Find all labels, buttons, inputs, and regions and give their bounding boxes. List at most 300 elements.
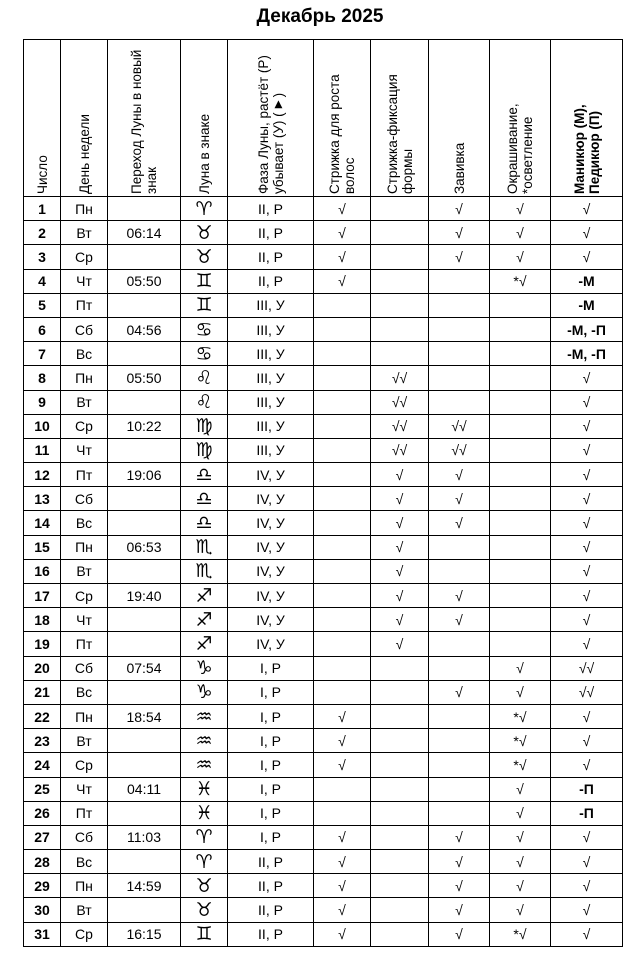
transition-cell (108, 608, 181, 632)
header-cut: Стрижка для роста волос (314, 40, 371, 197)
manicure-cell: -М (551, 269, 623, 293)
moon-sign-icon: ♉ (181, 898, 228, 922)
phase-cell: II, Р (228, 245, 314, 269)
moon-sign-icon: ♌ (181, 366, 228, 390)
curl-cell (429, 535, 490, 559)
transition-cell (108, 487, 181, 511)
fix-cell (371, 221, 429, 245)
day-cell: 29 (24, 874, 61, 898)
phase-cell: III, У (228, 366, 314, 390)
color-cell: √ (490, 221, 551, 245)
phase-cell: III, У (228, 390, 314, 414)
cut-cell: √ (314, 245, 371, 269)
curl-cell (429, 366, 490, 390)
cut-cell: √ (314, 922, 371, 946)
color-cell (490, 366, 551, 390)
moon-sign-icon: ♒ (181, 729, 228, 753)
fix-cell (371, 245, 429, 269)
transition-cell: 14:59 (108, 874, 181, 898)
weekday-cell: Вс (61, 342, 108, 366)
manicure-cell: √ (551, 753, 623, 777)
day-cell: 3 (24, 245, 61, 269)
phase-cell: II, Р (228, 898, 314, 922)
phase-cell: I, Р (228, 825, 314, 849)
day-cell: 25 (24, 777, 61, 801)
transition-cell (108, 390, 181, 414)
table-row (24, 197, 623, 221)
weekday-cell: Пн (61, 704, 108, 728)
cut-cell (314, 487, 371, 511)
header-fix: Стрижка-фиксация формы (371, 40, 429, 197)
table-row (24, 245, 623, 269)
phase-cell: III, У (228, 438, 314, 462)
cut-cell (314, 608, 371, 632)
day-cell: 2 (24, 221, 61, 245)
weekday-cell: Чт (61, 438, 108, 462)
fix-cell: √√ (371, 366, 429, 390)
cut-cell (314, 342, 371, 366)
weekday-cell: Вт (61, 390, 108, 414)
phase-cell: II, Р (228, 197, 314, 221)
color-cell: √ (490, 850, 551, 874)
cut-cell: √ (314, 221, 371, 245)
cut-cell: √ (314, 753, 371, 777)
weekday-cell: Ср (61, 414, 108, 438)
table-row (24, 487, 623, 511)
transition-cell: 07:54 (108, 656, 181, 680)
color-cell: *√ (490, 704, 551, 728)
fix-cell (371, 850, 429, 874)
table-row (24, 366, 623, 390)
moon-sign-icon: ♊ (181, 293, 228, 317)
curl-cell: √ (429, 584, 490, 608)
day-cell: 1 (24, 197, 61, 221)
cut-cell: √ (314, 874, 371, 898)
table-row (24, 559, 623, 583)
table-row (24, 584, 623, 608)
curl-cell (429, 293, 490, 317)
moon-sign-icon: ♋ (181, 342, 228, 366)
weekday-cell: Пн (61, 874, 108, 898)
transition-cell: 18:54 (108, 704, 181, 728)
manicure-cell: √ (551, 366, 623, 390)
day-cell: 10 (24, 414, 61, 438)
cut-cell (314, 680, 371, 704)
fix-cell (371, 801, 429, 825)
manicure-cell: -М (551, 293, 623, 317)
phase-cell: III, У (228, 293, 314, 317)
manicure-cell: √ (551, 704, 623, 728)
moon-sign-icon: ♑ (181, 656, 228, 680)
phase-cell: III, У (228, 342, 314, 366)
color-cell: √ (490, 245, 551, 269)
fix-cell (371, 753, 429, 777)
moon-sign-icon: ♐ (181, 584, 228, 608)
cut-cell (314, 317, 371, 341)
phase-cell: I, Р (228, 753, 314, 777)
day-cell: 19 (24, 632, 61, 656)
phase-cell: II, Р (228, 874, 314, 898)
transition-cell: 16:15 (108, 922, 181, 946)
phase-cell: IV, У (228, 463, 314, 487)
fix-cell (371, 777, 429, 801)
color-cell (490, 487, 551, 511)
table-row (24, 753, 623, 777)
moon-sign-icon: ♐ (181, 608, 228, 632)
day-cell: 4 (24, 269, 61, 293)
fix-cell (371, 704, 429, 728)
weekday-cell: Вс (61, 511, 108, 535)
day-cell: 8 (24, 366, 61, 390)
weekday-cell: Сб (61, 825, 108, 849)
cut-cell (314, 559, 371, 583)
cut-cell (314, 535, 371, 559)
transition-cell (108, 850, 181, 874)
phase-cell: IV, У (228, 487, 314, 511)
weekday-cell: Вт (61, 729, 108, 753)
table-row (24, 825, 623, 849)
phase-cell: I, Р (228, 704, 314, 728)
weekday-cell: Пн (61, 197, 108, 221)
transition-cell (108, 632, 181, 656)
phase-cell: II, Р (228, 269, 314, 293)
moon-sign-icon: ♈ (181, 197, 228, 221)
fix-cell (371, 317, 429, 341)
day-cell: 18 (24, 608, 61, 632)
cut-cell (314, 390, 371, 414)
manicure-cell: √ (551, 850, 623, 874)
manicure-cell: √ (551, 245, 623, 269)
fix-cell: √√ (371, 438, 429, 462)
table-row (24, 801, 623, 825)
day-cell: 22 (24, 704, 61, 728)
weekday-cell: Чт (61, 269, 108, 293)
manicure-cell: √√ (551, 656, 623, 680)
header-color: Окрашивание, *осветление (490, 40, 551, 197)
moon-sign-icon: ♐ (181, 632, 228, 656)
cut-cell (314, 414, 371, 438)
cut-cell (314, 777, 371, 801)
header-phase: Фаза Луны, растёт (Р) убывает (У) (▼) (228, 40, 314, 197)
fix-cell: √ (371, 632, 429, 656)
curl-cell (429, 317, 490, 341)
phase-cell: II, Р (228, 922, 314, 946)
color-cell: *√ (490, 922, 551, 946)
fix-cell: √ (371, 535, 429, 559)
weekday-cell: Пт (61, 632, 108, 656)
color-cell: √ (490, 801, 551, 825)
curl-cell: √ (429, 898, 490, 922)
day-cell: 14 (24, 511, 61, 535)
transition-cell (108, 293, 181, 317)
curl-cell (429, 753, 490, 777)
weekday-cell: Ср (61, 922, 108, 946)
day-cell: 16 (24, 559, 61, 583)
color-cell: √ (490, 825, 551, 849)
curl-cell: √ (429, 608, 490, 632)
manicure-cell: √ (551, 898, 623, 922)
manicure-cell: √ (551, 487, 623, 511)
cut-cell (314, 366, 371, 390)
weekday-cell: Пн (61, 535, 108, 559)
transition-cell (108, 511, 181, 535)
transition-cell: 05:50 (108, 269, 181, 293)
moon-sign-icon: ♈ (181, 850, 228, 874)
moon-sign-icon: ♓ (181, 801, 228, 825)
moon-sign-icon: ♋ (181, 317, 228, 341)
manicure-cell: √√ (551, 680, 623, 704)
weekday-cell: Пт (61, 463, 108, 487)
day-cell: 12 (24, 463, 61, 487)
curl-cell: √ (429, 197, 490, 221)
day-cell: 30 (24, 898, 61, 922)
moon-sign-icon: ♎ (181, 487, 228, 511)
day-cell: 15 (24, 535, 61, 559)
phase-cell: IV, У (228, 632, 314, 656)
header-manicure: Маникюр (М), Педикюр (П) (551, 40, 623, 197)
fix-cell (371, 197, 429, 221)
color-cell (490, 293, 551, 317)
day-cell: 21 (24, 680, 61, 704)
manicure-cell: √ (551, 221, 623, 245)
weekday-cell: Чт (61, 777, 108, 801)
color-cell (490, 342, 551, 366)
cut-cell (314, 511, 371, 535)
manicure-cell: √ (551, 874, 623, 898)
fix-cell (371, 269, 429, 293)
curl-cell: √ (429, 680, 490, 704)
curl-cell (429, 632, 490, 656)
moon-sign-icon: ♒ (181, 753, 228, 777)
cut-cell: √ (314, 825, 371, 849)
cut-cell (314, 584, 371, 608)
curl-cell: √ (429, 487, 490, 511)
lunar-calendar-table (23, 39, 623, 947)
phase-cell: IV, У (228, 559, 314, 583)
table-row (24, 850, 623, 874)
cut-cell (314, 632, 371, 656)
cut-cell: √ (314, 729, 371, 753)
day-cell: 23 (24, 729, 61, 753)
table-row (24, 608, 623, 632)
moon-sign-icon: ♑ (181, 680, 228, 704)
cut-cell (314, 656, 371, 680)
weekday-cell: Вс (61, 680, 108, 704)
day-cell: 11 (24, 438, 61, 462)
weekday-cell: Сб (61, 317, 108, 341)
color-cell (490, 390, 551, 414)
color-cell: √ (490, 197, 551, 221)
phase-cell: III, У (228, 414, 314, 438)
curl-cell: √ (429, 922, 490, 946)
weekday-cell: Вт (61, 559, 108, 583)
day-cell: 24 (24, 753, 61, 777)
transition-cell (108, 559, 181, 583)
moon-sign-icon: ♎ (181, 463, 228, 487)
phase-cell: I, Р (228, 680, 314, 704)
table-row (24, 269, 623, 293)
manicure-cell: √ (551, 535, 623, 559)
manicure-cell: √ (551, 559, 623, 583)
transition-cell: 10:22 (108, 414, 181, 438)
moon-sign-icon: ♉ (181, 245, 228, 269)
header-weekday: День недели (61, 40, 108, 197)
color-cell (490, 559, 551, 583)
phase-cell: I, Р (228, 729, 314, 753)
transition-cell: 06:14 (108, 221, 181, 245)
table-row (24, 535, 623, 559)
weekday-cell: Ср (61, 753, 108, 777)
color-cell: √ (490, 874, 551, 898)
weekday-cell: Сб (61, 656, 108, 680)
header-sign: Луна в знаке (181, 40, 228, 197)
curl-cell (429, 390, 490, 414)
manicure-cell: √ (551, 197, 623, 221)
fix-cell (371, 729, 429, 753)
manicure-cell: -М, -П (551, 317, 623, 341)
transition-cell (108, 729, 181, 753)
manicure-cell: √ (551, 414, 623, 438)
table-row (24, 293, 623, 317)
color-cell: √ (490, 680, 551, 704)
color-cell: √ (490, 898, 551, 922)
fix-cell: √ (371, 511, 429, 535)
curl-cell: √ (429, 221, 490, 245)
table-row (24, 221, 623, 245)
day-cell: 5 (24, 293, 61, 317)
transition-cell (108, 898, 181, 922)
color-cell (490, 414, 551, 438)
weekday-cell: Вт (61, 221, 108, 245)
curl-cell: √ (429, 825, 490, 849)
weekday-cell: Чт (61, 608, 108, 632)
color-cell (490, 632, 551, 656)
curl-cell (429, 656, 490, 680)
color-cell: √ (490, 777, 551, 801)
color-cell (490, 317, 551, 341)
moon-sign-icon: ♏ (181, 559, 228, 583)
table-row (24, 704, 623, 728)
weekday-cell: Ср (61, 245, 108, 269)
moon-sign-icon: ♏ (181, 535, 228, 559)
manicure-cell: √ (551, 511, 623, 535)
phase-cell: III, У (228, 317, 314, 341)
header-row (24, 40, 623, 197)
day-cell: 13 (24, 487, 61, 511)
manicure-cell: -П (551, 801, 623, 825)
table-row (24, 898, 623, 922)
curl-cell (429, 704, 490, 728)
table-row (24, 729, 623, 753)
manicure-cell: √ (551, 608, 623, 632)
curl-cell: √ (429, 245, 490, 269)
cut-cell: √ (314, 269, 371, 293)
transition-cell: 19:40 (108, 584, 181, 608)
manicure-cell: √ (551, 632, 623, 656)
manicure-cell: √ (551, 729, 623, 753)
curl-cell: √ (429, 511, 490, 535)
weekday-cell: Пт (61, 293, 108, 317)
table-row (24, 390, 623, 414)
transition-cell (108, 342, 181, 366)
color-cell (490, 584, 551, 608)
moon-sign-icon: ♓ (181, 777, 228, 801)
fix-cell: √ (371, 584, 429, 608)
phase-cell: I, Р (228, 777, 314, 801)
cut-cell (314, 801, 371, 825)
fix-cell (371, 922, 429, 946)
fix-cell: √ (371, 608, 429, 632)
moon-sign-icon: ♌ (181, 390, 228, 414)
table-row (24, 463, 623, 487)
color-cell: √ (490, 656, 551, 680)
moon-sign-icon: ♍ (181, 438, 228, 462)
table-row (24, 922, 623, 946)
transition-cell (108, 680, 181, 704)
day-cell: 26 (24, 801, 61, 825)
day-cell: 7 (24, 342, 61, 366)
color-cell: *√ (490, 729, 551, 753)
manicure-cell: -П (551, 777, 623, 801)
table-row (24, 656, 623, 680)
fix-cell: √ (371, 487, 429, 511)
day-cell: 17 (24, 584, 61, 608)
moon-sign-icon: ♒ (181, 704, 228, 728)
header-transition: Переход Луны в новый знак (108, 40, 181, 197)
weekday-cell: Сб (61, 487, 108, 511)
curl-cell (429, 269, 490, 293)
phase-cell: IV, У (228, 584, 314, 608)
phase-cell: IV, У (228, 535, 314, 559)
weekday-cell: Пн (61, 366, 108, 390)
weekday-cell: Вс (61, 850, 108, 874)
curl-cell: √ (429, 850, 490, 874)
cut-cell: √ (314, 850, 371, 874)
table-row (24, 632, 623, 656)
fix-cell (371, 874, 429, 898)
fix-cell (371, 293, 429, 317)
table-row (24, 414, 623, 438)
color-cell (490, 438, 551, 462)
fix-cell (371, 656, 429, 680)
phase-cell: I, Р (228, 801, 314, 825)
curl-cell: √√ (429, 414, 490, 438)
cut-cell (314, 293, 371, 317)
moon-sign-icon: ♉ (181, 874, 228, 898)
weekday-cell: Ср (61, 584, 108, 608)
moon-sign-icon: ♊ (181, 922, 228, 946)
curl-cell (429, 777, 490, 801)
curl-cell (429, 801, 490, 825)
cut-cell (314, 438, 371, 462)
fix-cell (371, 898, 429, 922)
curl-cell: √ (429, 463, 490, 487)
table-row (24, 777, 623, 801)
curl-cell: √ (429, 874, 490, 898)
phase-cell: I, Р (228, 656, 314, 680)
transition-cell (108, 753, 181, 777)
header-day: Число (24, 40, 61, 197)
day-cell: 20 (24, 656, 61, 680)
transition-cell: 11:03 (108, 825, 181, 849)
cut-cell: √ (314, 704, 371, 728)
curl-cell (429, 729, 490, 753)
phase-cell: II, Р (228, 221, 314, 245)
table-row (24, 317, 623, 341)
transition-cell: 06:53 (108, 535, 181, 559)
day-cell: 31 (24, 922, 61, 946)
moon-sign-icon: ♍ (181, 414, 228, 438)
